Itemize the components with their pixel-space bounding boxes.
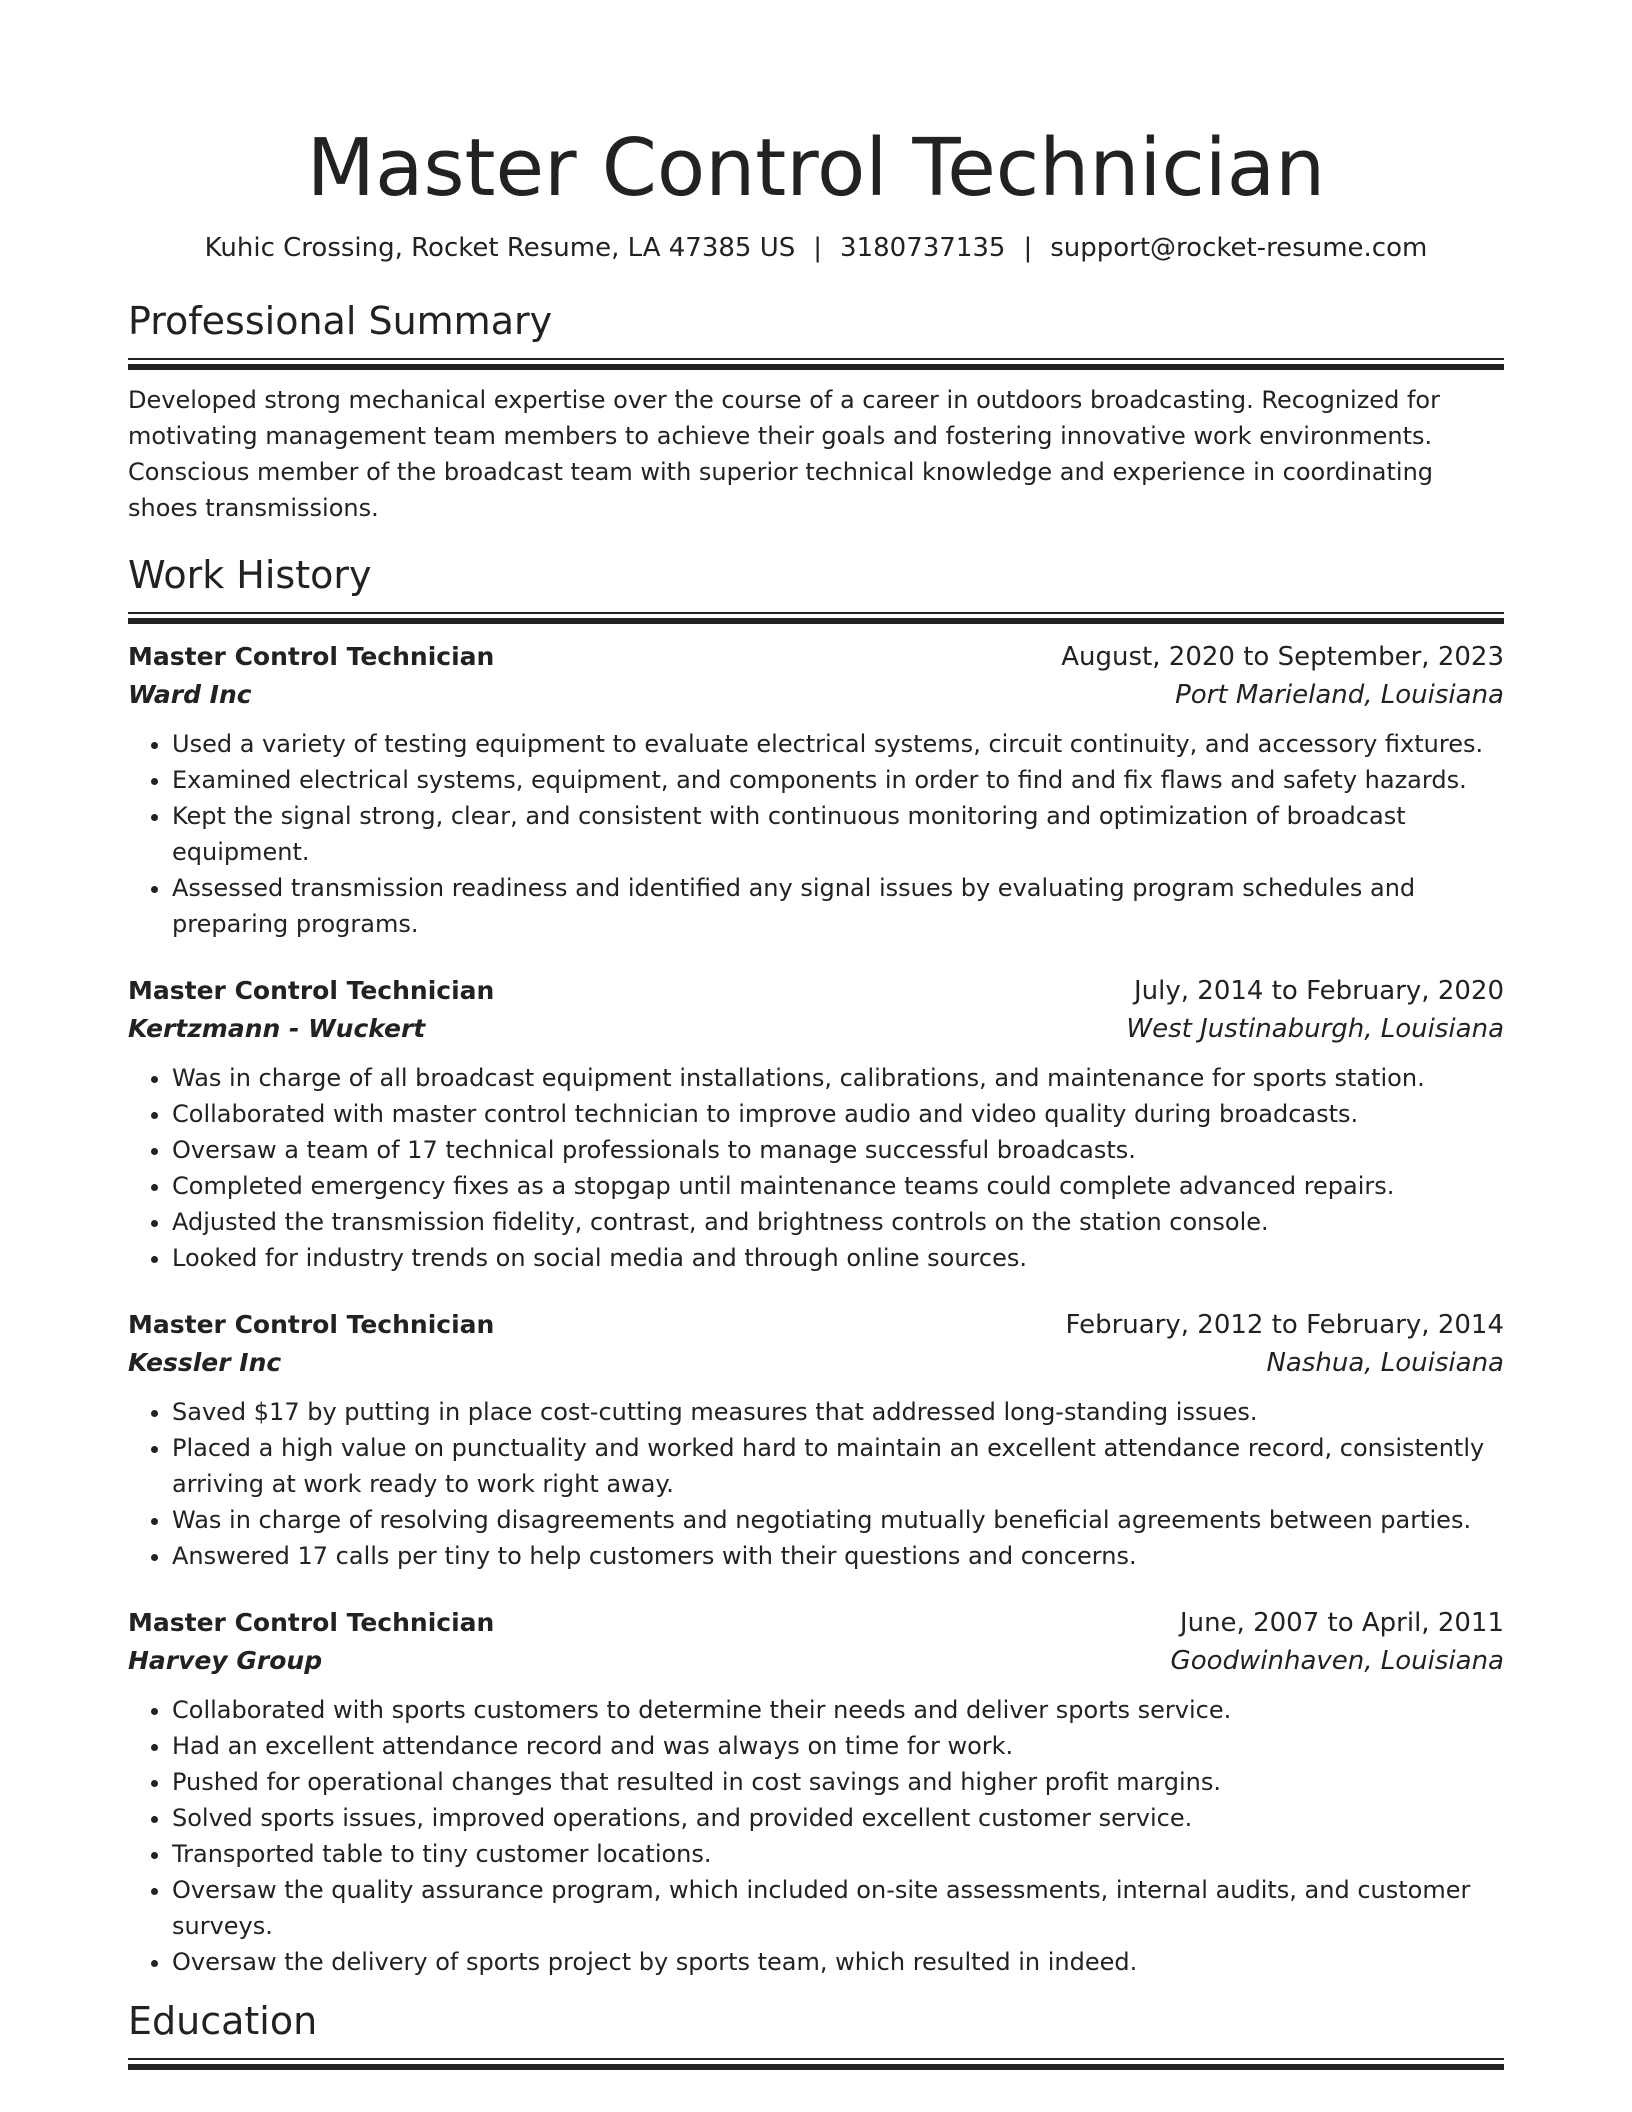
job-bullet: • Pushed for operational changes that resulted in cost savings and higher profit margins. (172, 1764, 1504, 1800)
job-header-row (128, 1306, 1504, 1344)
contact-separator: | (1023, 233, 1033, 263)
job-bullet: • Kept the signal strong, clear, and consistent with continuous monitoring and optimization of broadcast equipment. (172, 798, 1504, 870)
job-bullet: • Assessed transmission readiness and identified any signal issues by evaluating program schedules and preparing programs. (172, 870, 1504, 942)
job-bullet-list (128, 1060, 1504, 1276)
job-header-row (128, 1604, 1504, 1642)
summary-text: Developed strong mechanical expertise over the course of a career in outdoors broadcasting. Recognized for motivating management team members to achieve their goals and fostering innovative work environments. Conscious member of the broadcast team with superior technical knowledge and experience in coordinating shoes transmissions. (128, 386, 1440, 522)
job-entry (128, 1604, 1504, 1980)
job-bullet: • Oversaw the quality assurance program, which included on-site assessments, internal audits, and customer surveys. (172, 1872, 1504, 1944)
job-bullet: • Collaborated with master control technician to improve audio and video quality during broadcasts. (172, 1096, 1504, 1132)
section-title-summary: Professional Summary (128, 299, 553, 343)
job-bullet: • Was in charge of all broadcast equipment installations, calibrations, and maintenance for sports station. (172, 1060, 1504, 1096)
education-section (128, 1996, 1504, 2070)
job-bullet: • Had an excellent attendance record and was always on time for work. (172, 1728, 1504, 1764)
job-entry (128, 638, 1504, 942)
job-bullet: • Transported table to tiny customer locations. (172, 1836, 1504, 1872)
summary-section (128, 296, 1504, 526)
job-bullet: • Adjusted the transmission fidelity, contrast, and brightness controls on the station console. (172, 1204, 1504, 1240)
job-entry (128, 1306, 1504, 1574)
job-bullet: • Placed a high value on punctuality and worked hard to maintain an excellent attendance record, consistently arriving at work ready to work right away. (172, 1430, 1504, 1502)
job-bullet-list (128, 1692, 1504, 1980)
contact-email: support@rocket-resume.com (1050, 233, 1428, 263)
job-bullet: • Oversaw a team of 17 technical professionals to manage successful broadcasts. (172, 1132, 1504, 1168)
job-bullet-list (128, 1394, 1504, 1574)
contact-separator: | (813, 233, 823, 263)
job-bullet-list (128, 726, 1504, 942)
job-bullet: • Solved sports issues, improved operations, and provided excellent customer service. (172, 1800, 1504, 1836)
job-location: West Justinaburgh, Louisiana (1126, 1014, 1504, 1044)
job-title: Master Control Technician (128, 642, 495, 671)
section-divider (128, 612, 1504, 624)
section-title-education: Education (128, 1999, 318, 2043)
job-company: Kessler Inc (128, 1348, 282, 1377)
job-company: Kertzmann - Wuckert (128, 1014, 426, 1043)
job-header-row (128, 972, 1504, 1010)
job-bullet: • Used a variety of testing equipment to evaluate electrical systems, circuit continuity, and accessory fixtures. (172, 726, 1504, 762)
job-bullet: • Completed emergency fixes as a stopgap until maintenance teams could complete advanced repairs. (172, 1168, 1504, 1204)
job-dates: July, 2014 to February, 2020 (1134, 976, 1504, 1006)
job-company: Ward Inc (128, 680, 252, 709)
job-title: Master Control Technician (128, 976, 495, 1005)
job-company-row (128, 1344, 1504, 1382)
job-bullet: • Looked for industry trends on social media and through online sources. (172, 1240, 1504, 1276)
contact-line (128, 230, 1504, 266)
contact-phone: 3180737135 (840, 233, 1006, 263)
job-bullet: • Examined electrical systems, equipment, and components in order to find and fix flaws and safety hazards. (172, 762, 1504, 798)
job-entry (128, 972, 1504, 1276)
job-title: Master Control Technician (128, 1608, 495, 1637)
section-title-work-history: Work History (128, 553, 372, 597)
job-header-row (128, 638, 1504, 676)
contact-address: Kuhic Crossing, Rocket Resume, LA 47385 US (204, 233, 796, 263)
job-company-row (128, 676, 1504, 714)
section-divider (128, 358, 1504, 370)
job-title: Master Control Technician (128, 1310, 495, 1339)
section-divider (128, 2058, 1504, 2070)
job-location: Port Marieland, Louisiana (1175, 680, 1504, 710)
job-location: Nashua, Louisiana (1266, 1348, 1504, 1378)
job-dates: February, 2012 to February, 2014 (1065, 1310, 1504, 1340)
job-bullet: • Collaborated with sports customers to determine their needs and deliver sports service. (172, 1692, 1504, 1728)
job-list (128, 638, 1504, 1980)
resume-page (128, 120, 1504, 2070)
job-dates: August, 2020 to September, 2023 (1061, 642, 1504, 672)
job-bullet: • Was in charge of resolving disagreements and negotiating mutually beneficial agreements between parties. (172, 1502, 1504, 1538)
job-company: Harvey Group (128, 1646, 323, 1675)
job-company-row (128, 1010, 1504, 1048)
job-bullet: • Oversaw the delivery of sports project by sports team, which resulted in indeed. (172, 1944, 1504, 1980)
resume-name: Master Control Technician (306, 122, 1326, 214)
job-dates: June, 2007 to April, 2011 (1179, 1608, 1504, 1638)
job-company-row (128, 1642, 1504, 1680)
job-bullet: • Saved $17 by putting in place cost-cutting measures that addressed long-standing issues. (172, 1394, 1504, 1430)
job-bullet: • Answered 17 calls per tiny to help customers with their questions and concerns. (172, 1538, 1504, 1574)
work-history-section (128, 550, 1504, 1980)
job-location: Goodwinhaven, Louisiana (1170, 1646, 1504, 1676)
